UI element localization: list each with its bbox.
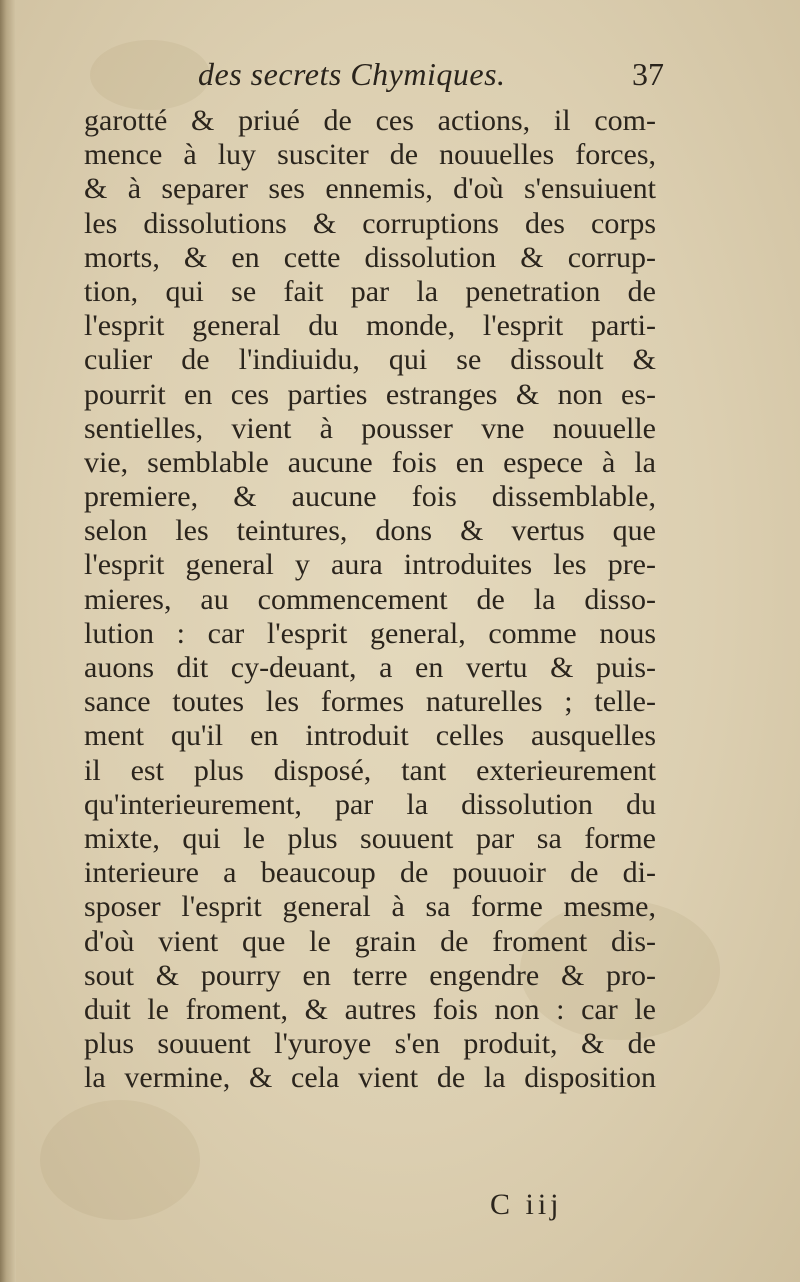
text-line: sout & pourry en terre engendre & pro- [84, 958, 656, 992]
text-line: sance toutes les formes naturelles ; telle- [84, 685, 656, 719]
text-line: l'esprit general du monde, l'esprit parti- [84, 309, 656, 343]
text-line: sposer l'esprit general à sa forme mesme, [84, 890, 656, 924]
signature-mark: C iij [490, 1188, 563, 1221]
binding-gutter [0, 0, 16, 1282]
text-line: & à separer ses ennemis, d'où s'ensuiuent [84, 172, 656, 206]
body-text [84, 104, 656, 1095]
text-line: plus souuent l'yuroye s'en produit, & de [84, 1027, 656, 1061]
text-line: interieure a beaucoup de pouuoir de di- [84, 856, 656, 890]
text-line: lution : car l'esprit general, comme nous [84, 616, 656, 650]
text-line: mieres, au commencement de la disso- [84, 582, 656, 616]
text-line: l'esprit general y aura introduites les pre- [84, 548, 656, 582]
text-line: auons dit cy-deuant, a en vertu & puis- [84, 651, 656, 684]
text-line: duit le froment, & autres fois non : car le [84, 992, 656, 1026]
text-line: mixte, qui le plus souuent par sa forme [84, 821, 656, 855]
text-line: pourrit en ces parties estranges & non es- [84, 377, 656, 411]
text-line: tion, qui se fait par la penetration de [84, 274, 656, 308]
running-title: des secrets Chymiques. [198, 56, 506, 92]
text-line: morts, & en cette dissolution & corrup- [84, 240, 656, 274]
text-line: il est plus disposé, tant exterieurement [84, 753, 656, 787]
text-line: ment qu'il en introduit celles ausquelles [84, 719, 656, 753]
page-number: 37 [632, 56, 664, 92]
text-line: premiere, & aucune fois dissemblable, [84, 480, 656, 514]
running-header [84, 56, 664, 108]
text-line: selon les teintures, dons & vertus que [84, 514, 656, 548]
text-line: qu'interieurement, par la dissolution du [84, 787, 656, 821]
text-line: garotté & priué de ces actions, il com- [84, 104, 656, 137]
paper-stain [40, 1100, 200, 1220]
text-line: sentielles, vient à pousser vne nouuelle [84, 411, 656, 445]
text-line: la vermine, & cela vient de la disposition [84, 1061, 656, 1095]
text-line: mence à luy susciter de nouuelles forces, [84, 138, 656, 172]
text-line: les dissolutions & corruptions des corps [84, 206, 656, 240]
text-line: d'où vient que le grain de froment dis- [84, 924, 656, 958]
text-line: culier de l'indiuidu, qui se dissoult & [84, 343, 656, 377]
text-line: vie, semblable aucune fois en espece à la [84, 445, 656, 479]
